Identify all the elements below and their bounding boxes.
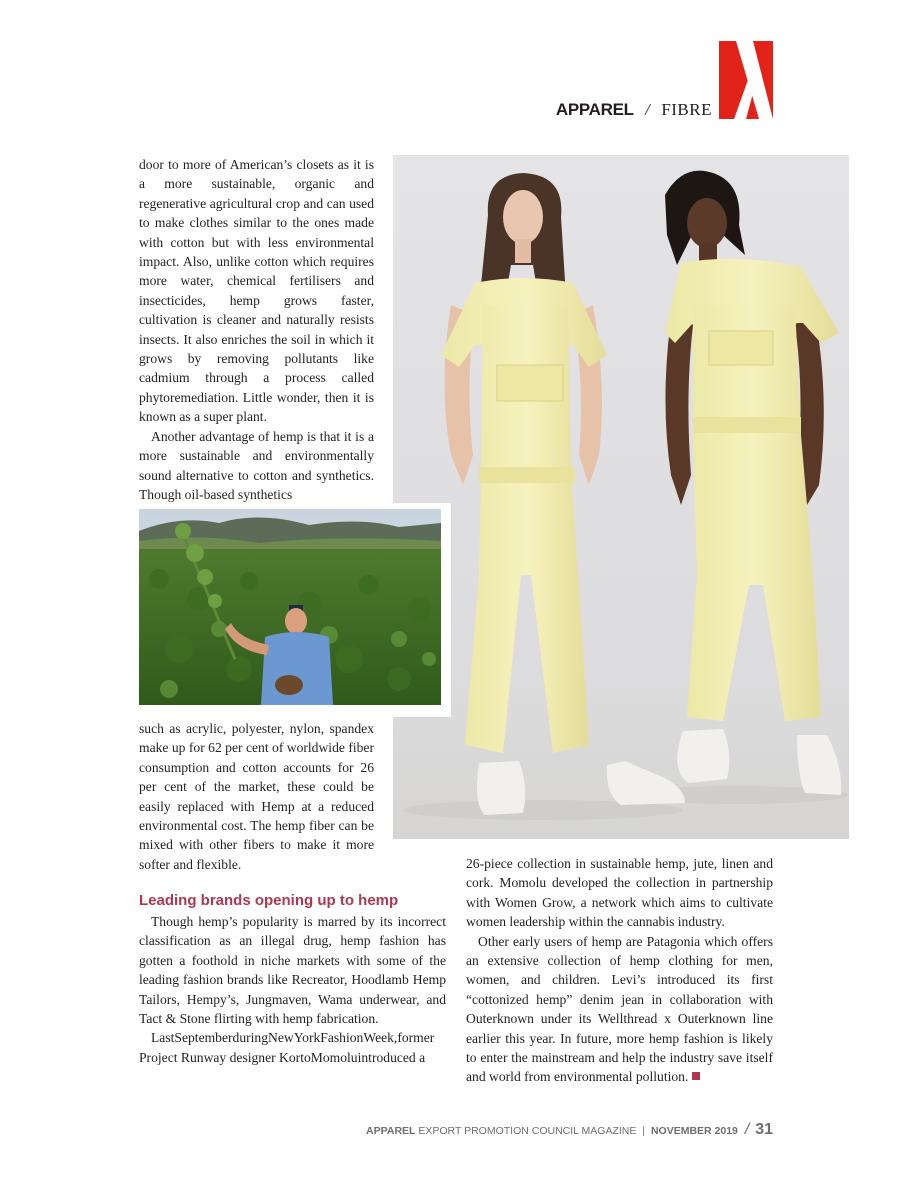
section-separator: / bbox=[645, 100, 650, 119]
logo-mark-icon bbox=[719, 41, 773, 119]
article-paragraph: door to more of American’s closets as it is a more sustainable, organic and regenerative agricultural crop and can used to make clothes similar to the ones made with cotton but with less environmental impact. Also, unlike cotton which requires more water, chemical fertilisers and insecticides, hemp grows faster, cultivation is cleaner and naturally resists insects. It also enriches the soil in which it grows by removing pollutants like cadmium through a process called phytoremediation. Little wonder, then it is known as a super plant. bbox=[139, 157, 374, 425]
article-paragraph-final bbox=[466, 932, 773, 1087]
section-subheading: Leading brands opening up to hemp bbox=[139, 892, 399, 909]
end-mark-icon bbox=[692, 1072, 700, 1080]
footer-publication: EXPORT PROMOTION COUNCIL MAGAZINE bbox=[418, 1125, 637, 1137]
article-paragraph-text: Other early users of hemp are Patagonia which offers an extensive collection of hemp clothing for men, women, and children. Levi’s introduced its first “cottonized hemp” denim jean in collaboration with Outerknown under its Wellthread x Outerknown line earlier this year. In future, more hemp fashion is likely to enter the mainstream and help the industry save itself and world from environmental pollution. bbox=[466, 933, 773, 1085]
page-number: 31 bbox=[755, 1121, 773, 1138]
article-paragraph: such as acrylic, polyester, nylon, spandex make up for 62 per cent of worldwide fiber consumption and cotton accounts for 26 per cent of the market, these could be easily replaced with Hemp at a reduced environmental cost. The hemp fiber can be mixed with other fibers to make it more softer and flexible. bbox=[139, 721, 374, 872]
article-column-left-mid bbox=[139, 719, 374, 874]
article-paragraph: LastSeptemberduringNewYorkFashionWeek,former Project Runway designer KortoMomoluintroduced a bbox=[139, 1030, 435, 1065]
article-paragraph: 26-piece collection in sustainable hemp, jute, linen and cork. Momolu developed the collection in partnership with Women Grow, a network which aims to cultivate women leadership within the cannabis industry. bbox=[466, 856, 773, 930]
hemp-overalls-photo bbox=[393, 155, 849, 839]
hemp-field-photo bbox=[133, 503, 451, 717]
footer-date: NOVEMBER 2019 bbox=[650, 1125, 738, 1137]
article-column-left-bottom bbox=[139, 912, 446, 1067]
article-column-left-top bbox=[139, 155, 374, 504]
article-paragraph: Another advantage of hemp is that it is a more sustainable and environmentally sound alternative to cotton and synthetics. Though oil-based synthetics bbox=[139, 428, 374, 502]
article-paragraph: Though hemp’s popularity is marred by its incorrect classification as an illegal drug, hemp fashion has gotten a foothold in niche markets with some of the leading fashion brands like Recreator, Hoodlamb Hemp Tailors, Hempy’s, Jungmaven, Wama underwear, and Tact & Stone flirting with hemp fabrication. bbox=[139, 914, 446, 1027]
page-footer bbox=[366, 1121, 773, 1139]
footer-brand: APPAREL bbox=[366, 1125, 416, 1137]
section-category: APPAREL bbox=[555, 100, 634, 119]
magazine-logo bbox=[719, 41, 773, 119]
footer-divider: | bbox=[642, 1125, 646, 1137]
section-header bbox=[556, 100, 712, 120]
section-subcategory: FIBRE bbox=[661, 100, 712, 119]
article-column-right bbox=[466, 854, 773, 1087]
footer-slash: / bbox=[744, 1121, 750, 1138]
